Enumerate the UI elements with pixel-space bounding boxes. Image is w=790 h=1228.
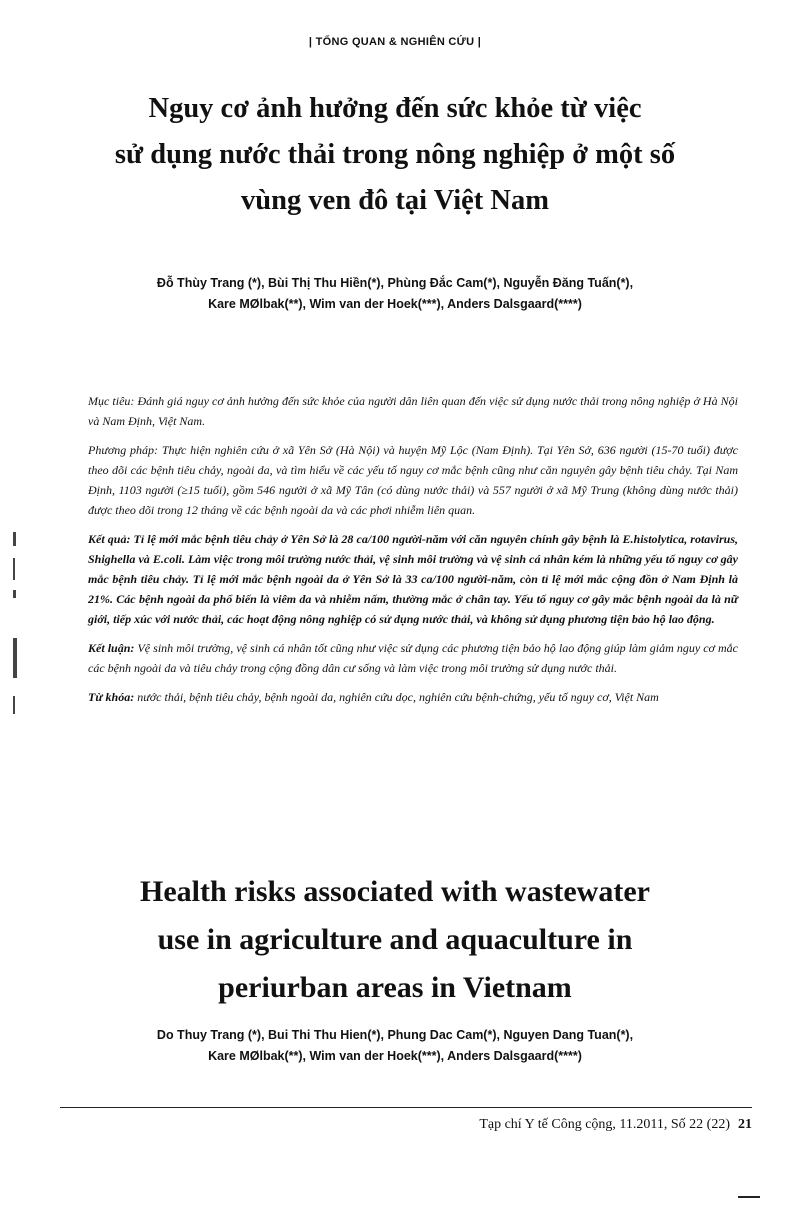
page-footer	[479, 1117, 752, 1133]
results-text: Tỉ lệ mới mắc bệnh tiêu chảy ở Yên Sở là 28 ca/100 người-năm với căn nguyên chính gây bệnh là E.histolytica, rotavirus, Shighella và E.coli. Làm việc trong môi trường nước thải, vệ sinh môi trường và vệ sinh cá nhân kém là những yếu tố nguy cơ gây mắc bệnh tiêu chảy. Tỉ lệ mới mắc bệnh ngoài da ở Yên Sở là 33 ca/100 người-năm, còn tỉ lệ mới mắc cộng đồn ở Nam Định là 21%. Các bệnh ngoài da phổ biến là viêm da và nhiễm nấm, thường mắc ở chân tay. Yếu tố nguy cơ gây mắc bệnh ngoài da là nữ giới, tiếp xúc với nước thải, các hoạt động nông nghiệp có sử dụng nước thải, và không sử dụng phương tiện bảo hộ lao động.	[88, 532, 738, 626]
scan-speck	[13, 696, 15, 714]
objective-label: Mục tiêu:	[88, 394, 135, 408]
corner-mark	[738, 1196, 760, 1198]
scan-speck	[13, 638, 17, 678]
title-line: vùng ven đô tại Việt Nam	[241, 185, 549, 216]
section-header: | TỔNG QUAN & NGHIÊN CỨU |	[308, 36, 482, 48]
article-title-vietnamese	[40, 86, 750, 224]
conclusion-label: Kết luận:	[88, 641, 135, 655]
page-number: 21	[738, 1117, 752, 1132]
article-title-english	[40, 868, 750, 1012]
abstract-methods	[88, 440, 738, 520]
title-line: Health risks associated with wastewater	[140, 875, 650, 908]
abstract-vietnamese	[88, 391, 738, 716]
scan-speck	[13, 532, 16, 546]
abstract-results	[88, 529, 738, 629]
abstract-conclusion	[88, 638, 738, 678]
author-line: Do Thuy Trang (*), Bui Thi Thu Hien(*), Phung Dac Cam(*), Nguyen Dang Tuan(*),	[156, 1028, 634, 1042]
scan-margin-artifacts	[13, 520, 23, 740]
scan-speck	[13, 558, 15, 580]
title-line: Nguy cơ ảnh hưởng đến sức khỏe từ việc	[148, 93, 642, 124]
footer-divider	[60, 1107, 752, 1108]
title-line: periurban areas in Vietnam	[218, 971, 572, 1004]
title-line: use in agriculture and aquaculture in	[157, 923, 633, 956]
results-label: Kết quả:	[88, 532, 131, 546]
title-line: sử dụng nước thải trong nông nghiệp ở một số	[114, 139, 676, 170]
objective-text: Đánh giá nguy cơ ảnh hưởng đến sức khỏe của người dân liên quan đến việc sử dụng nước thải trong nông nghiệp ở Hà Nội và Nam Định, Việt Nam.	[88, 394, 739, 428]
abstract-keywords	[88, 687, 738, 707]
scan-speck	[13, 590, 16, 598]
conclusion-text: Vệ sinh môi trường, vệ sinh cá nhân tốt cũng như việc sử dụng các phương tiện bảo hộ lao động giúp làm giảm nguy cơ mắc các bệnh ngoài da và tiêu chảy trong cộng đồng dân cư sống và làm việc trong môi trường sử dụng nước thải.	[88, 641, 738, 675]
author-line: Đỗ Thùy Trang (*), Bùi Thị Thu Hiền(*), Phùng Đắc Cam(*), Nguyễn Đăng Tuấn(*),	[156, 276, 634, 290]
journal-citation: Tạp chí Y tế Công cộng, 11.2011, Số 22 (22)	[479, 1117, 730, 1132]
author-line: Kare MØlbak(**), Wim van der Hoek(***), Anders Dalsgaard(****)	[208, 1049, 582, 1063]
author-list-vietnamese	[60, 273, 730, 315]
keywords-text: nước thải, bệnh tiêu chảy, bệnh ngoài da, nghiên cứu dọc, nghiên cứu bệnh-chứng, yếu tố nguy cơ, Việt Nam	[134, 690, 659, 704]
author-line: Kare MØlbak(**), Wim van der Hoek(***), Anders Dalsgaard(****)	[208, 297, 582, 311]
methods-label: Phương pháp:	[88, 443, 159, 457]
keywords-label: Từ khóa:	[88, 690, 135, 704]
methods-text: Thực hiện nghiên cứu ở xã Yên Sở (Hà Nội) và huyện Mỹ Lộc (Nam Định). Tại Yên Sở, 636 người (15-70 tuổi) được theo dõi các bệnh tiêu chảy, ngoài da, và tìm hiểu về các yếu tố nguy cơ mắc bệnh cũng như căn nguyên gây bệnh tiêu chảy. Tại Nam Định, 1103 người (≥15 tuổi), gồm 546 người ở xã Mỹ Tân (có dùng nước thải) và 557 người ở xã Mỹ Trung (không dùng nước thải) được theo dõi trong 12 tháng về các bệnh ngoài da và các phơi nhiễm liên quan.	[88, 443, 738, 517]
abstract-objective	[88, 391, 738, 431]
author-list-english	[60, 1025, 730, 1067]
